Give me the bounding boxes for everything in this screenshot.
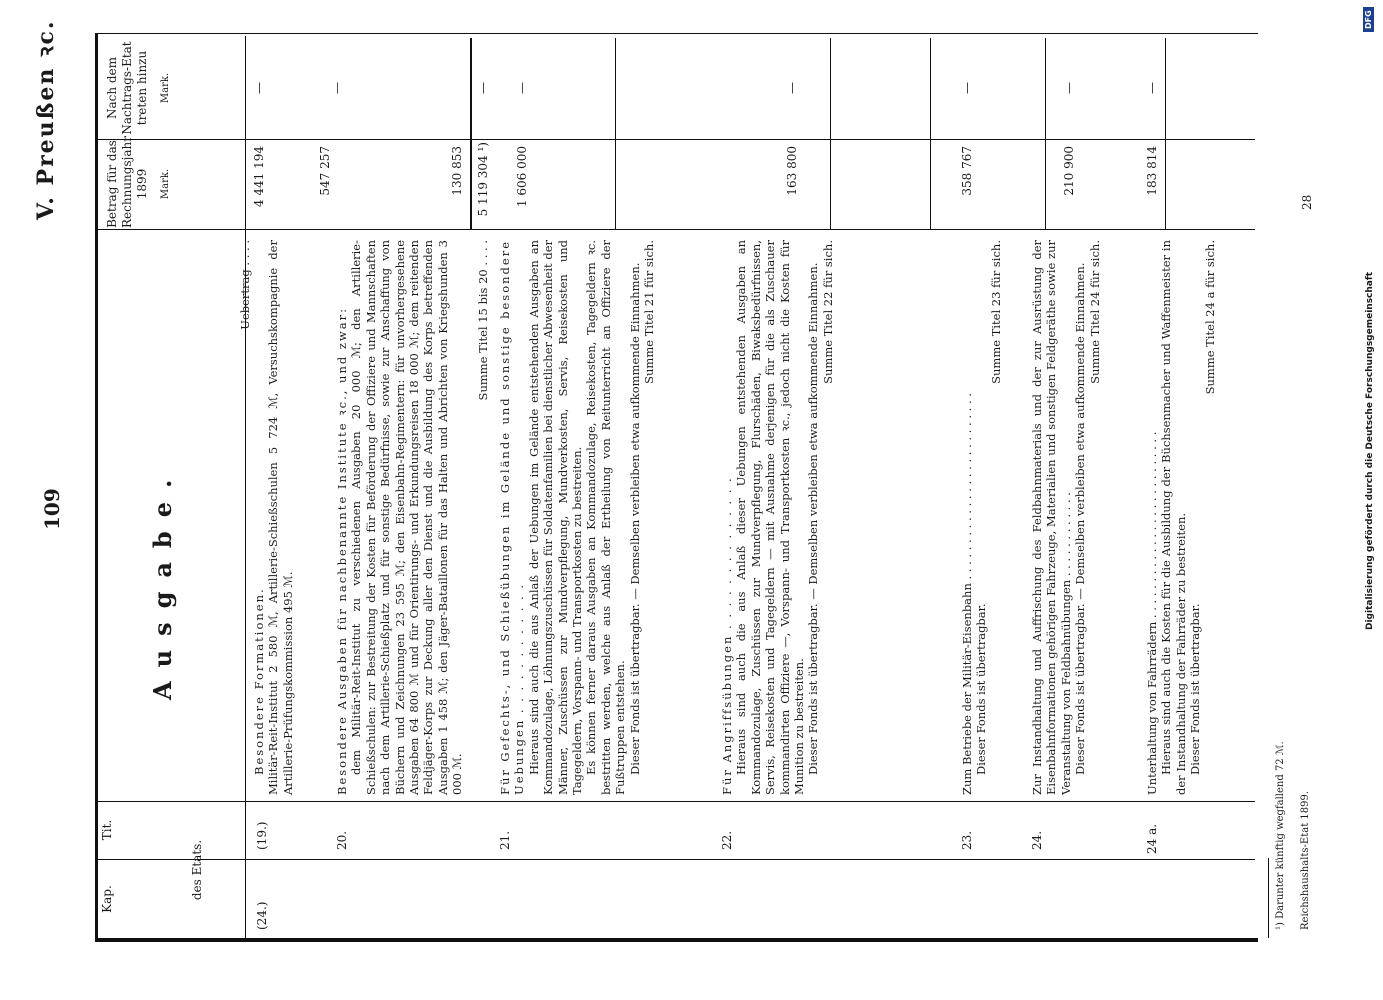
row-24-sum: Summe Titel 24 für sich. [1087, 240, 1102, 384]
col-divider-betrag [95, 139, 1255, 140]
row-19-uebertrag-amount: 4 441 194 [252, 146, 266, 208]
row-19-heading: Besondere Formationen. [252, 587, 266, 775]
row-21-dash: — [515, 82, 529, 94]
col-divider-tit [95, 801, 1255, 802]
row-22-text [720, 240, 835, 795]
tit-23: 23. [960, 830, 974, 850]
row-24-text [1030, 240, 1102, 795]
footnote: ¹) Darunter künftig wegfallend 72 ℳ. [1275, 741, 1286, 930]
row-24a-amount: 183 814 [1145, 146, 1159, 196]
row-23-heading: Zum Betriebe der Militär-Eisenbahn . . . . . . . . . . . . . . . . . . . . . . . . . . [960, 393, 974, 795]
col-head-nach-unit: Mark. [160, 72, 171, 104]
row-24a-body-1: Hieraus sind auch die Kosten für die Ausbildung der Büchsenmacher und Waffenmeister in der Instandhaltung der Fahrräder zu bestreiten. [1159, 240, 1188, 795]
row-19-dash: — [252, 82, 266, 94]
tit-24a: 24 a. [1145, 823, 1159, 854]
rule-r21 [615, 38, 616, 230]
row-24a-dash: — [1145, 82, 1159, 94]
rule-r22 [830, 38, 831, 230]
sum-15-20-dash: — [476, 82, 490, 94]
col-head-nach: Nach dem Nachtrags-Etat treten hinzu [105, 41, 149, 135]
row-23-dash: — [960, 82, 974, 94]
row-24-dash: — [1062, 82, 1076, 94]
row-23-body: Dieser Fonds ist übertragbar. [974, 603, 989, 775]
rule-r24 [1045, 38, 1046, 230]
row-20-text [335, 240, 465, 795]
row-20-heading: Besondere Ausgaben für nachbenannte Institute ꝛc., und zwar: [335, 306, 349, 795]
row-20-body: dem Militär-Reit-Institut zu verschiedenen Ausgaben 20 000 ℳ; den Artillerie-Schießschulen: zur Bestreitung der Kosten für Beförderung der Offiziere und Mannschaften nach dem Artillerie-Schießplatz und für sonstige Bedürfnisse, sowie zur Anschaffung von Büchern und Zeichnungen 23 595 ℳ; den Eisenbahn-Regimentern: für unvorhergesehene Ausgaben 64 800 ℳ und für Orientirungs- und Erkundungsreisen 18 000 ℳ; dem reitenden Feldjäger-Korps zur Deckung aller den Dienst und die Ausbildung des Korps betreffenden Ausgaben 1 458 ℳ; den Jäger-Bataillonen für das Halten und Abrichten von Kriegshunden 3 000 ℳ. [349, 240, 465, 795]
row-24a-heading: Unterhaltung von Fahrrädern . . . . . . . . . . . . . . . . . . . . . . . . . . [1145, 431, 1159, 795]
bottom-page-number: 28 [1300, 194, 1314, 210]
row-22-dash: — [785, 82, 799, 94]
dfg-logo: DFG [1363, 7, 1374, 32]
row-24-amount: 210 900 [1062, 146, 1076, 196]
row-20-amount: 130 853 [450, 146, 464, 196]
col-divider-text [95, 229, 1255, 230]
row-22-body-1: Hieraus sind auch die aus Anlaß dieser Uebungen entstehenden Ausgaben an Kommandozulage, Zuschüssen zur Mundverpflegung, Flurschäden, Biwaksbedürfnissen, Servis, Reisekosten und Tagegeldern — mit Ausnahme derjenigen für die als Zuschauer kommandirten Offiziere —, Vorspann- und Transportkosten ꝛc., jedoch nicht die Kosten für Munition zu bestreiten. [734, 240, 807, 795]
row-20-dash: — [330, 82, 344, 94]
row-21-body-3: Dieser Fonds ist übertragbar. — Demselben verbleiben etwa aufkommende Einnahmen. [627, 262, 642, 775]
budget-reference: Reichshaushalts-Etat 1899. [1300, 790, 1311, 930]
row-19-amount: 547 257 [318, 146, 332, 196]
page-number: 109 [40, 488, 64, 530]
row-24-heading: Zur Instandhaltung und Auffrischung des Feldbahnmaterials und der zur Ausrüstung der Eisenbahnformationen gehörigen Fahrzeuge, Materialien und sonstigen Feldgeräthe sowie zur Veranstaltung von Feldbahnübungen . . . . . . . . . . . . [1030, 240, 1073, 795]
row-19-text [252, 240, 295, 795]
header-divider [245, 36, 246, 942]
tit-21: 21. [498, 830, 512, 850]
col-head-tit: Tit. [100, 819, 114, 841]
row-19-body: Militär-Reit-Institut 2 580 ℳ, Artillerie-Schießschulen 5 724 ℳ, Versuchskompagnie der Artillerie-Prüfungskommission 495 ℳ. [266, 240, 295, 795]
row-21-text [498, 240, 656, 795]
row-22-sum: Summe Titel 22 für sich. [820, 240, 835, 384]
col-head-betrag-unit: Mark. [160, 168, 171, 200]
col-head-des-etats: des Etats. [190, 839, 204, 901]
sum-15-20-label: Summe Titel 15 bis 20 . . . . [476, 240, 490, 401]
row-21-heading: Für Gefechts-, und Schießübungen im Gelände und sonstige besondere Uebungen . . . . . . . . . . . . [498, 240, 527, 795]
sum-15-20-amount: 5 119 304 ¹) [476, 142, 490, 217]
tit-24: 24. [1030, 830, 1044, 850]
row-22-amount: 163 800 [785, 146, 799, 196]
row-22-heading: Für Angriffsübungen . . . . . . . . . . . . . . [720, 476, 734, 795]
row-24a-body-2: Dieser Fonds ist übertragbar. [1188, 603, 1203, 775]
rule-r23 [930, 38, 931, 230]
footnote-rule [1268, 858, 1269, 938]
row-22-body-2: Dieser Fonds ist übertragbar. — Demselben verbleiben etwa aufkommende Einnahmen. [806, 262, 821, 775]
tit-22: 22. [720, 830, 734, 850]
kap-value: (24.) [255, 901, 269, 930]
row-21-body-2: Es können ferner daraus Ausgaben an Kommandozulage, Reisekosten, Tagegeldern ꝛc. bestritten werden, welche aus Anlaß der Ertheilung von Reitunterricht an Offiziere der Fußtruppen entstehen. [584, 240, 628, 795]
row-23-amount: 358 767 [960, 146, 974, 196]
row-21-body-1: Hieraus sind auch die aus Anlaß der Uebungen im Gelände entstehenden Ausgaben an Kommandozulage, Löhnungszuschüssen für Soldatenfamilien bei dienstlicher Abwesenheit der Männer, Zuschüssen zur Mundverpflegung, Mundverkosten, Servis, Reisekosten und Tagegeldern, Vorspann- und Transportkosten zu bestreiten. [526, 240, 585, 795]
row-24a-sum: Summe Titel 24 a für sich. [1202, 240, 1217, 395]
row-24a-text [1145, 240, 1217, 795]
col-head-betrag: Betrag für das Rechnungsjahr 1899 [105, 136, 149, 228]
sum-rule-15-20 [470, 38, 472, 230]
rule-r24a [1165, 38, 1166, 230]
table-title: Ausgabe. [148, 465, 177, 700]
col-divider-kap [95, 859, 1255, 860]
row-24-body: Dieser Fonds ist übertragbar. — Demselben verbleiben etwa aufkommende Einnahmen. [1073, 262, 1088, 775]
row-19-uebertrag-label: Uebertrag . . . . [238, 240, 252, 330]
row-23-text [960, 240, 1003, 795]
section-title: V. Preußen ꝛc. [33, 19, 59, 220]
digitization-note: Digitalisierung gefördert durch die Deutsche Forschungsgemeinschaft [1365, 271, 1375, 630]
row-21-sum: Summe Titel 21 für sich. [642, 240, 657, 384]
tit-19: (19.) [255, 821, 269, 850]
row-23-sum: Summe Titel 23 für sich. [988, 240, 1003, 384]
tit-20: 20. [335, 830, 349, 850]
row-21-amount: 1 606 000 [515, 146, 529, 208]
col-head-kap: Kap. [100, 885, 114, 913]
